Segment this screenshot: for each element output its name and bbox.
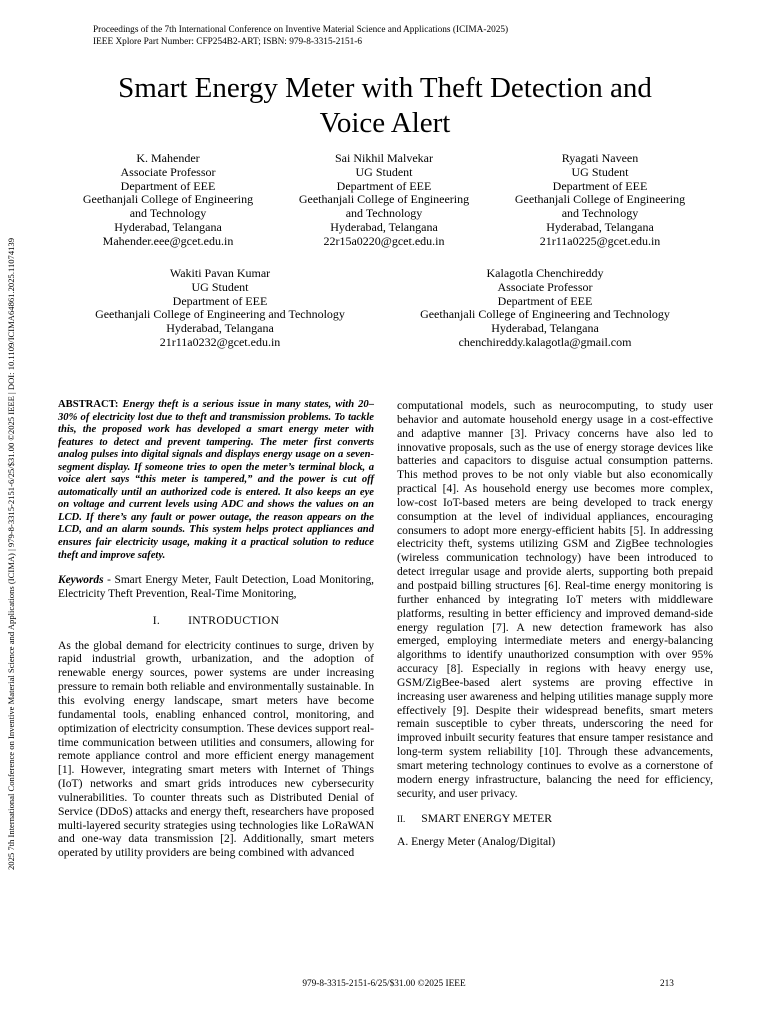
author-name: Sai Nikhil Malvekar: [335, 151, 433, 165]
section-title: SMART ENERGY METER: [421, 812, 552, 826]
right-column: [397, 399, 713, 849]
author-email: 21r11a0232@gcet.edu.in: [159, 334, 281, 349]
section-heading-smart-energy-meter: [397, 812, 713, 827]
abstract-label: ABSTRACT:: [58, 399, 119, 410]
author-email: Mahender.eee@gcet.edu.in: [102, 233, 234, 248]
author-dept: Department of EEE: [336, 178, 432, 193]
proceedings-header: [93, 24, 713, 48]
author-block: [490, 152, 710, 249]
author-dept: Department of EEE: [120, 178, 216, 193]
author-college: and Technology: [561, 206, 639, 221]
author-name: Ryagati Naveen: [561, 151, 639, 165]
keywords: [58, 574, 374, 602]
author-block: [60, 267, 380, 350]
author-college: and Technology: [345, 206, 423, 221]
section-number: II.: [397, 814, 406, 825]
section-number: I.: [152, 613, 161, 627]
author-name: Kalagotla Chenchireddy: [486, 266, 604, 280]
proceedings-line: Proceedings of the 7th International Conference on Inventive Material Science and Applications (ICIMA-2025): [93, 25, 509, 35]
author-block: [58, 152, 278, 249]
introduction-paragraph: As the global demand for electricity continues to surge, driven by rapid industrial growth, urbanization, and the adoption of renewable energy sources, power systems are under increasing pressure to remain both reliable and environmentally sustainable. In this evolving energy landscape, smart meters have become fundamental tools, enabling enhanced control, monitoring, and optimization of electricity consumption. These devices support real-time communication between utilities and consumers, allowing for remote appliance control and more efficient energy management [1]. However, integrating smart meters with Internet of Things (IoT) networks and smart grids introduces new cybersecurity vulnerabilities. To counter threats such as Distributed Denial of Service (DDoS) attacks and energy theft, researchers have proposed multi-layered security strategies using technologies like LoRaWAN and one-way data transmission [2]. Additionally, smart meters operated by utility providers are being combined with advanced: [58, 638, 374, 860]
section-heading-introduction: [58, 614, 374, 628]
author-city: Hyderabad, Telangana: [114, 219, 222, 234]
title-line-2: Voice Alert: [319, 107, 451, 139]
keywords-label: Keywords: [58, 574, 104, 587]
author-dept: Department of EEE: [497, 293, 593, 308]
author-city: Hyderabad, Telangana: [330, 219, 438, 234]
abstract: [58, 399, 374, 562]
author-email: 22r15a0220@gcet.edu.in: [323, 233, 445, 248]
paper-title: [40, 71, 730, 141]
author-college: Geethanjali College of Engineering: [298, 192, 470, 207]
author-email: chenchireddy.kalagotla@gmail.com: [458, 334, 632, 349]
author-dept: Department of EEE: [172, 293, 268, 308]
author-role: UG Student: [191, 279, 249, 294]
author-email: 21r11a0225@gcet.edu.in: [539, 233, 661, 248]
keywords-text: - Smart Energy Meter, Fault Detection, Load Monitoring, Electricity Theft Prevention, Real-Time Monitoring,: [58, 574, 374, 600]
left-column: [58, 399, 374, 860]
section-title: INTRODUCTION: [188, 613, 280, 627]
author-role: UG Student: [355, 164, 413, 179]
side-doi-strip: 2025 7th International Conference on Inventive Material Science and Applications (ICIMA) | 979-8-3315-2151-6/25/$31.00 ©2025 IEEE | DOI: 10.1109/ICIMA64861.2025.11074139: [6, 237, 16, 870]
page-number: 213: [660, 979, 674, 989]
author-college: Geethanjali College of Engineering: [514, 192, 686, 207]
author-name: K. Mahender: [136, 151, 200, 165]
author-city: Hyderabad, Telangana: [166, 321, 274, 336]
author-city: Hyderabad, Telangana: [546, 219, 654, 234]
author-college: Geethanjali College of Engineering and Technology: [420, 307, 670, 322]
author-dept: Department of EEE: [552, 178, 648, 193]
introduction-continued-paragraph: computational models, such as neurocomputing, to study user behavior and automate household energy usage in a cost-effective and adaptive manner [3]. Privacy concerns have also led to innovative proposals, such as the use of energy storage devices like batteries and capacitors to disguise actual consumption patterns. This method proves to be not only viable but also economically practical [4]. As household energy use becomes more complex, low-cost IoT-based meters are being developed to track energy consumption at the level of individual appliances, encouraging consumers to adopt more energy-efficient habits [5]. In addressing electricity theft, systems utilizing GSM and ZigBee technologies (wireless communication technology) have been introduced to detect irregular usage and provide alerts, supporting both prepaid and postpaid billing structures [6]. Real-time energy monitoring is further enhanced by integrating IoT meters with middleware platforms, resulting in better efficiency and improved demand-side energy regulation [7]. A new detection framework has also emerged, employing intermediate meters and energy-balancing algorithms to identify unauthorized consumption with over 95% accuracy [8]. Especially in regions with heavy energy use, GSM/ZigBee-based alert systems are proving effective in increasing user awareness and helping utilities manage supply more effectively [9]. Despite their widespread benefits, smart meters remain susceptible to cyber threats, underscoring the need for improved inbuilt security features that ensure tamper resistance and long-term system reliability [10]. Through these advancements, smart metering technology continues to evolve as a cornerstone of modern energy infrastructure, balancing the need for efficiency, security, and user privacy.: [397, 399, 713, 800]
author-college: and Technology: [129, 206, 207, 221]
author-role: Associate Professor: [497, 279, 593, 294]
author-block: [274, 152, 494, 249]
abstract-text: Energy theft is a serious issue in many states, with 20–30% of electricity lost due to theft and transmission problems. To tackle this, the proposed work has developed a smart energy meter with features to detect and prevent tampering. The meter first converts analog pulses into digital signals and displays energy usage on a seven-segment display. If someone tries to open the meter’s terminal block, a voice alert says “this meter is tampered,” and the power is cut off automatically until an authorized code is entered. It also keeps an eye on voltage and current levels using ADC and shows the values on an LCD. If there’s any fault or power outage, the reason appears on the LCD, and an alarm sounds. This system helps protect appliances and ensures fair electricity usage, making it a practical solution to reduce theft and improve safety.: [58, 399, 374, 561]
author-block: [385, 267, 705, 350]
author-college: Geethanjali College of Engineering: [82, 192, 254, 207]
author-role: Associate Professor: [120, 164, 216, 179]
title-line-1: Smart Energy Meter with Theft Detection and: [118, 72, 652, 104]
author-city: Hyderabad, Telangana: [491, 321, 599, 336]
isbn-line: IEEE Xplore Part Number: CFP254B2-ART; ISBN: 979-8-3315-2151-6: [93, 37, 363, 47]
footer-copyright: 979-8-3315-2151-6/25/$31.00 ©2025 IEEE: [302, 979, 466, 989]
author-name: Wakiti Pavan Kumar: [169, 266, 271, 280]
author-college: Geethanjali College of Engineering and Technology: [95, 307, 345, 322]
subsection-heading: A. Energy Meter (Analog/Digital): [397, 835, 556, 849]
author-role: UG Student: [571, 164, 629, 179]
